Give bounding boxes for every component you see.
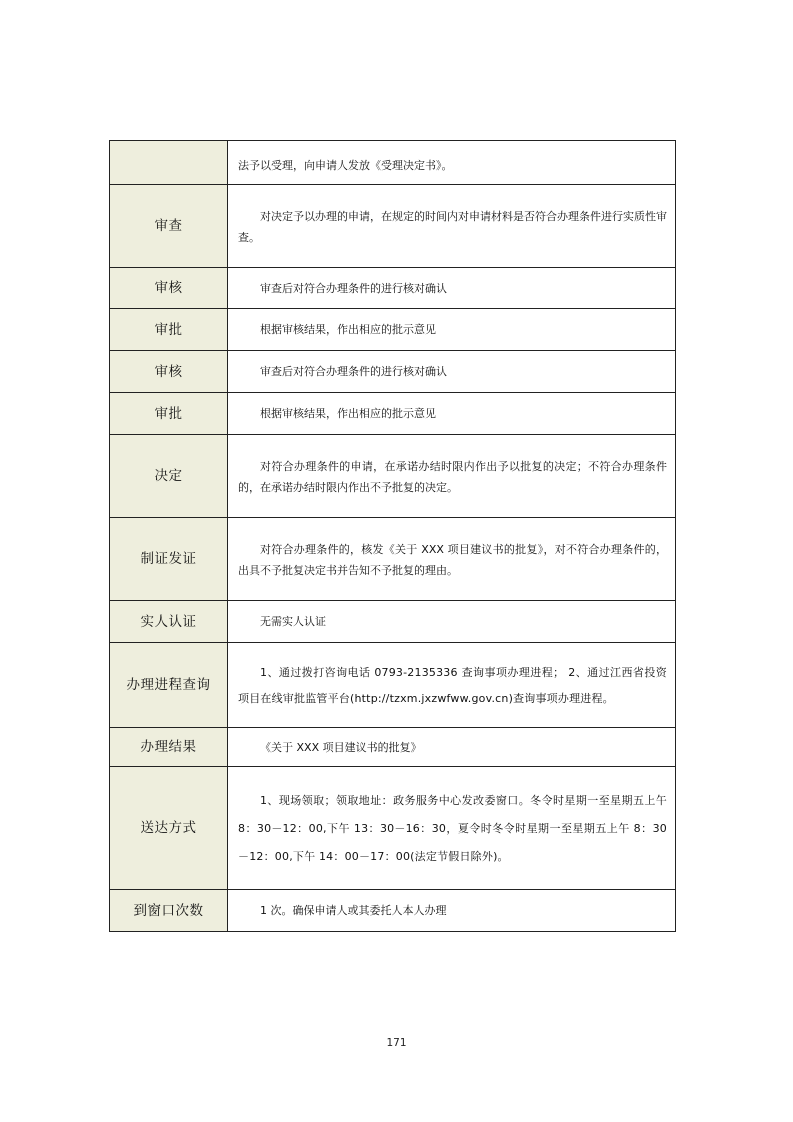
row-label: 制证发证	[110, 518, 228, 601]
row-content: 审查后对符合办理条件的进行核对确认	[228, 351, 676, 393]
table-row	[110, 890, 676, 932]
table-row	[110, 728, 676, 767]
row-label: 办理结果	[110, 728, 228, 767]
row-label: 审批	[110, 309, 228, 351]
table-row	[110, 601, 676, 643]
table-row	[110, 268, 676, 309]
row-label: 到窗口次数	[110, 890, 228, 932]
table-row	[110, 435, 676, 518]
row-label: 审核	[110, 351, 228, 393]
row-label: 审批	[110, 393, 228, 435]
row-content: 根据审核结果，作出相应的批示意见	[228, 393, 676, 435]
row-label: 实人认证	[110, 601, 228, 643]
table-row	[110, 518, 676, 601]
row-label	[110, 141, 228, 185]
procedure-table	[109, 140, 676, 932]
row-label: 审核	[110, 268, 228, 309]
row-content: 对符合办理条件的申请，在承诺办结时限内作出予以批复的决定；不符合办理条件的，在承诺办结时限内作出不予批复的决定。	[228, 435, 676, 518]
row-label: 决定	[110, 435, 228, 518]
table-row	[110, 643, 676, 728]
table-row	[110, 351, 676, 393]
table-row	[110, 309, 676, 351]
row-content: 无需实人认证	[228, 601, 676, 643]
row-content: 审查后对符合办理条件的进行核对确认	[228, 268, 676, 309]
row-label: 办理进程查询	[110, 643, 228, 728]
row-content: 1、通过拨打咨询电话 0793-2135336 查询事项办理进程； 2、通过江西省投资项目在线审批监管平台(http://tzxm.jxzwfww.gov.cn)查询事项办理进程。	[228, 643, 676, 728]
row-content: 根据审核结果，作出相应的批示意见	[228, 309, 676, 351]
table-row	[110, 393, 676, 435]
table-row	[110, 141, 676, 185]
row-content: 1 次。确保申请人或其委托人本人办理	[228, 890, 676, 932]
row-content: 对决定予以办理的申请，在规定的时间内对申请材料是否符合办理条件进行实质性审查。	[228, 185, 676, 268]
row-content: 1、现场领取；领取地址：政务服务中心发改委窗口。冬令时星期一至星期五上午 8：30－12：00,下午 13：30－16：30，夏令时冬令时星期一至星期五上午 8：30－12：00,下午 14：00－17：00(法定节假日除外)。	[228, 767, 676, 890]
row-content: 《关于 XXX 项目建议书的批复》	[228, 728, 676, 767]
row-content: 对符合办理条件的，核发《关于 XXX 项目建议书的批复》，对不符合办理条件的，出具不予批复决定书并告知不予批复的理由。	[228, 518, 676, 601]
row-content: 法予以受理，向申请人发放《受理决定书》。	[228, 141, 676, 185]
table-row	[110, 767, 676, 890]
row-label: 审查	[110, 185, 228, 268]
table-row	[110, 185, 676, 268]
page-number: 171	[386, 1037, 407, 1049]
row-label: 送达方式	[110, 767, 228, 890]
